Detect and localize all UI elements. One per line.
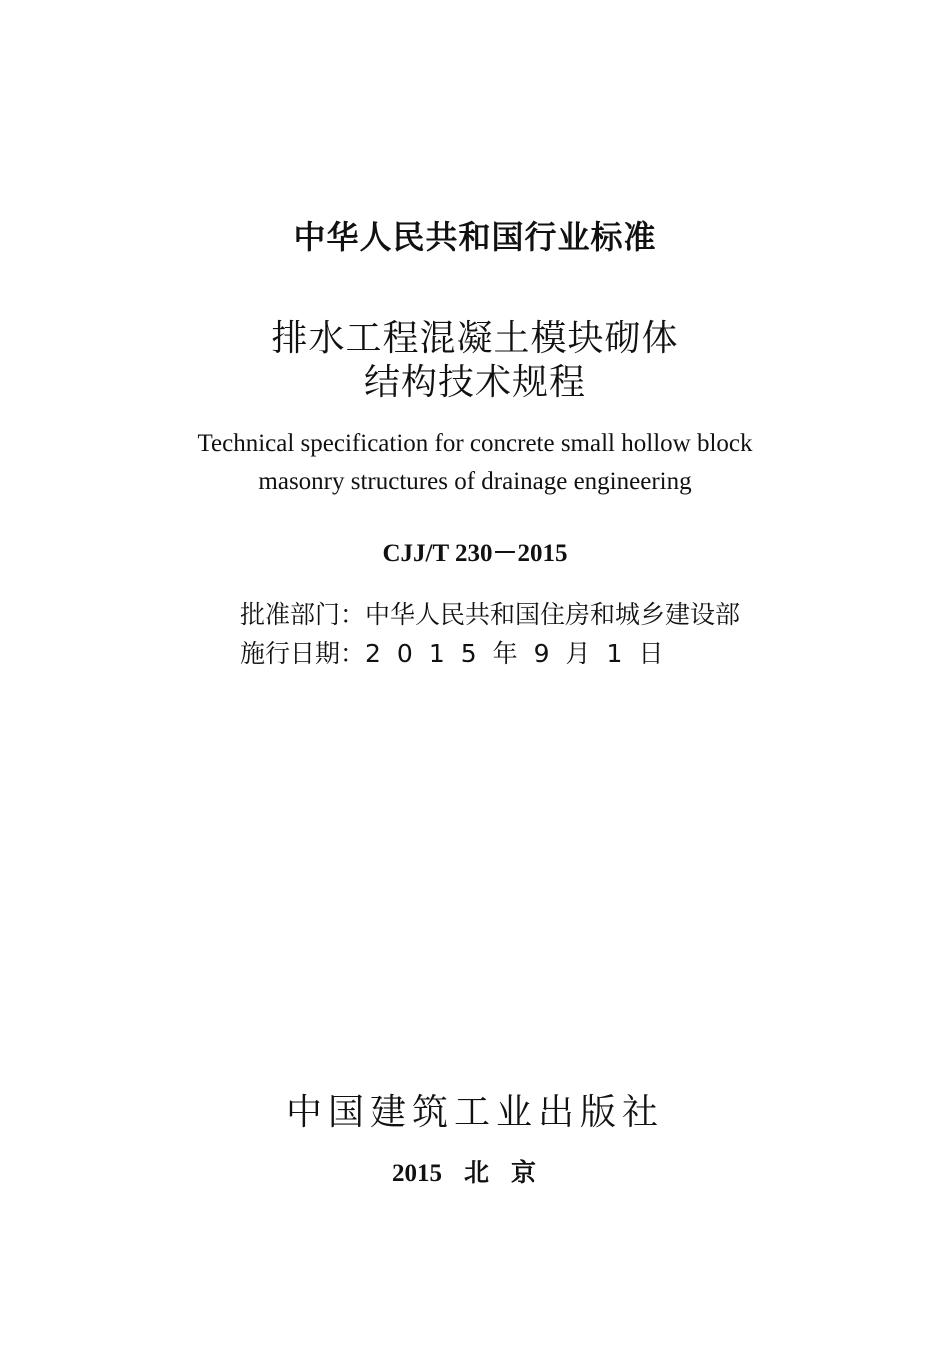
effective-date-value: 2015年9月1日 bbox=[365, 639, 680, 668]
publication-city: 北京 bbox=[463, 1158, 558, 1187]
title-en-line-2: masonry structures of drainage engineering bbox=[258, 468, 692, 495]
standard-series: 中华人民共和国行业标准 bbox=[293, 218, 657, 256]
standard-code: CJJ/T 230－2015 bbox=[382, 540, 568, 567]
publisher: 中国建筑工业出版社 bbox=[285, 1092, 664, 1133]
approval-label: 批准部门： bbox=[240, 600, 366, 629]
effective-date-label: 施行日期： bbox=[240, 639, 366, 668]
approval-value: 中华人民共和国住房和城乡建设部 bbox=[365, 600, 741, 629]
title-en-line-1: Technical specification for concrete small hollow block bbox=[197, 430, 753, 457]
publication-place bbox=[0, 1153, 950, 1189]
title-cn-line-1: 排水工程混凝土模块砌体 bbox=[271, 318, 679, 359]
publication-year: 2015 bbox=[391, 1160, 442, 1187]
effective-date-row bbox=[240, 634, 679, 670]
approval-row bbox=[240, 595, 740, 631]
title-cn-line-2: 结构技术规程 bbox=[363, 362, 586, 403]
